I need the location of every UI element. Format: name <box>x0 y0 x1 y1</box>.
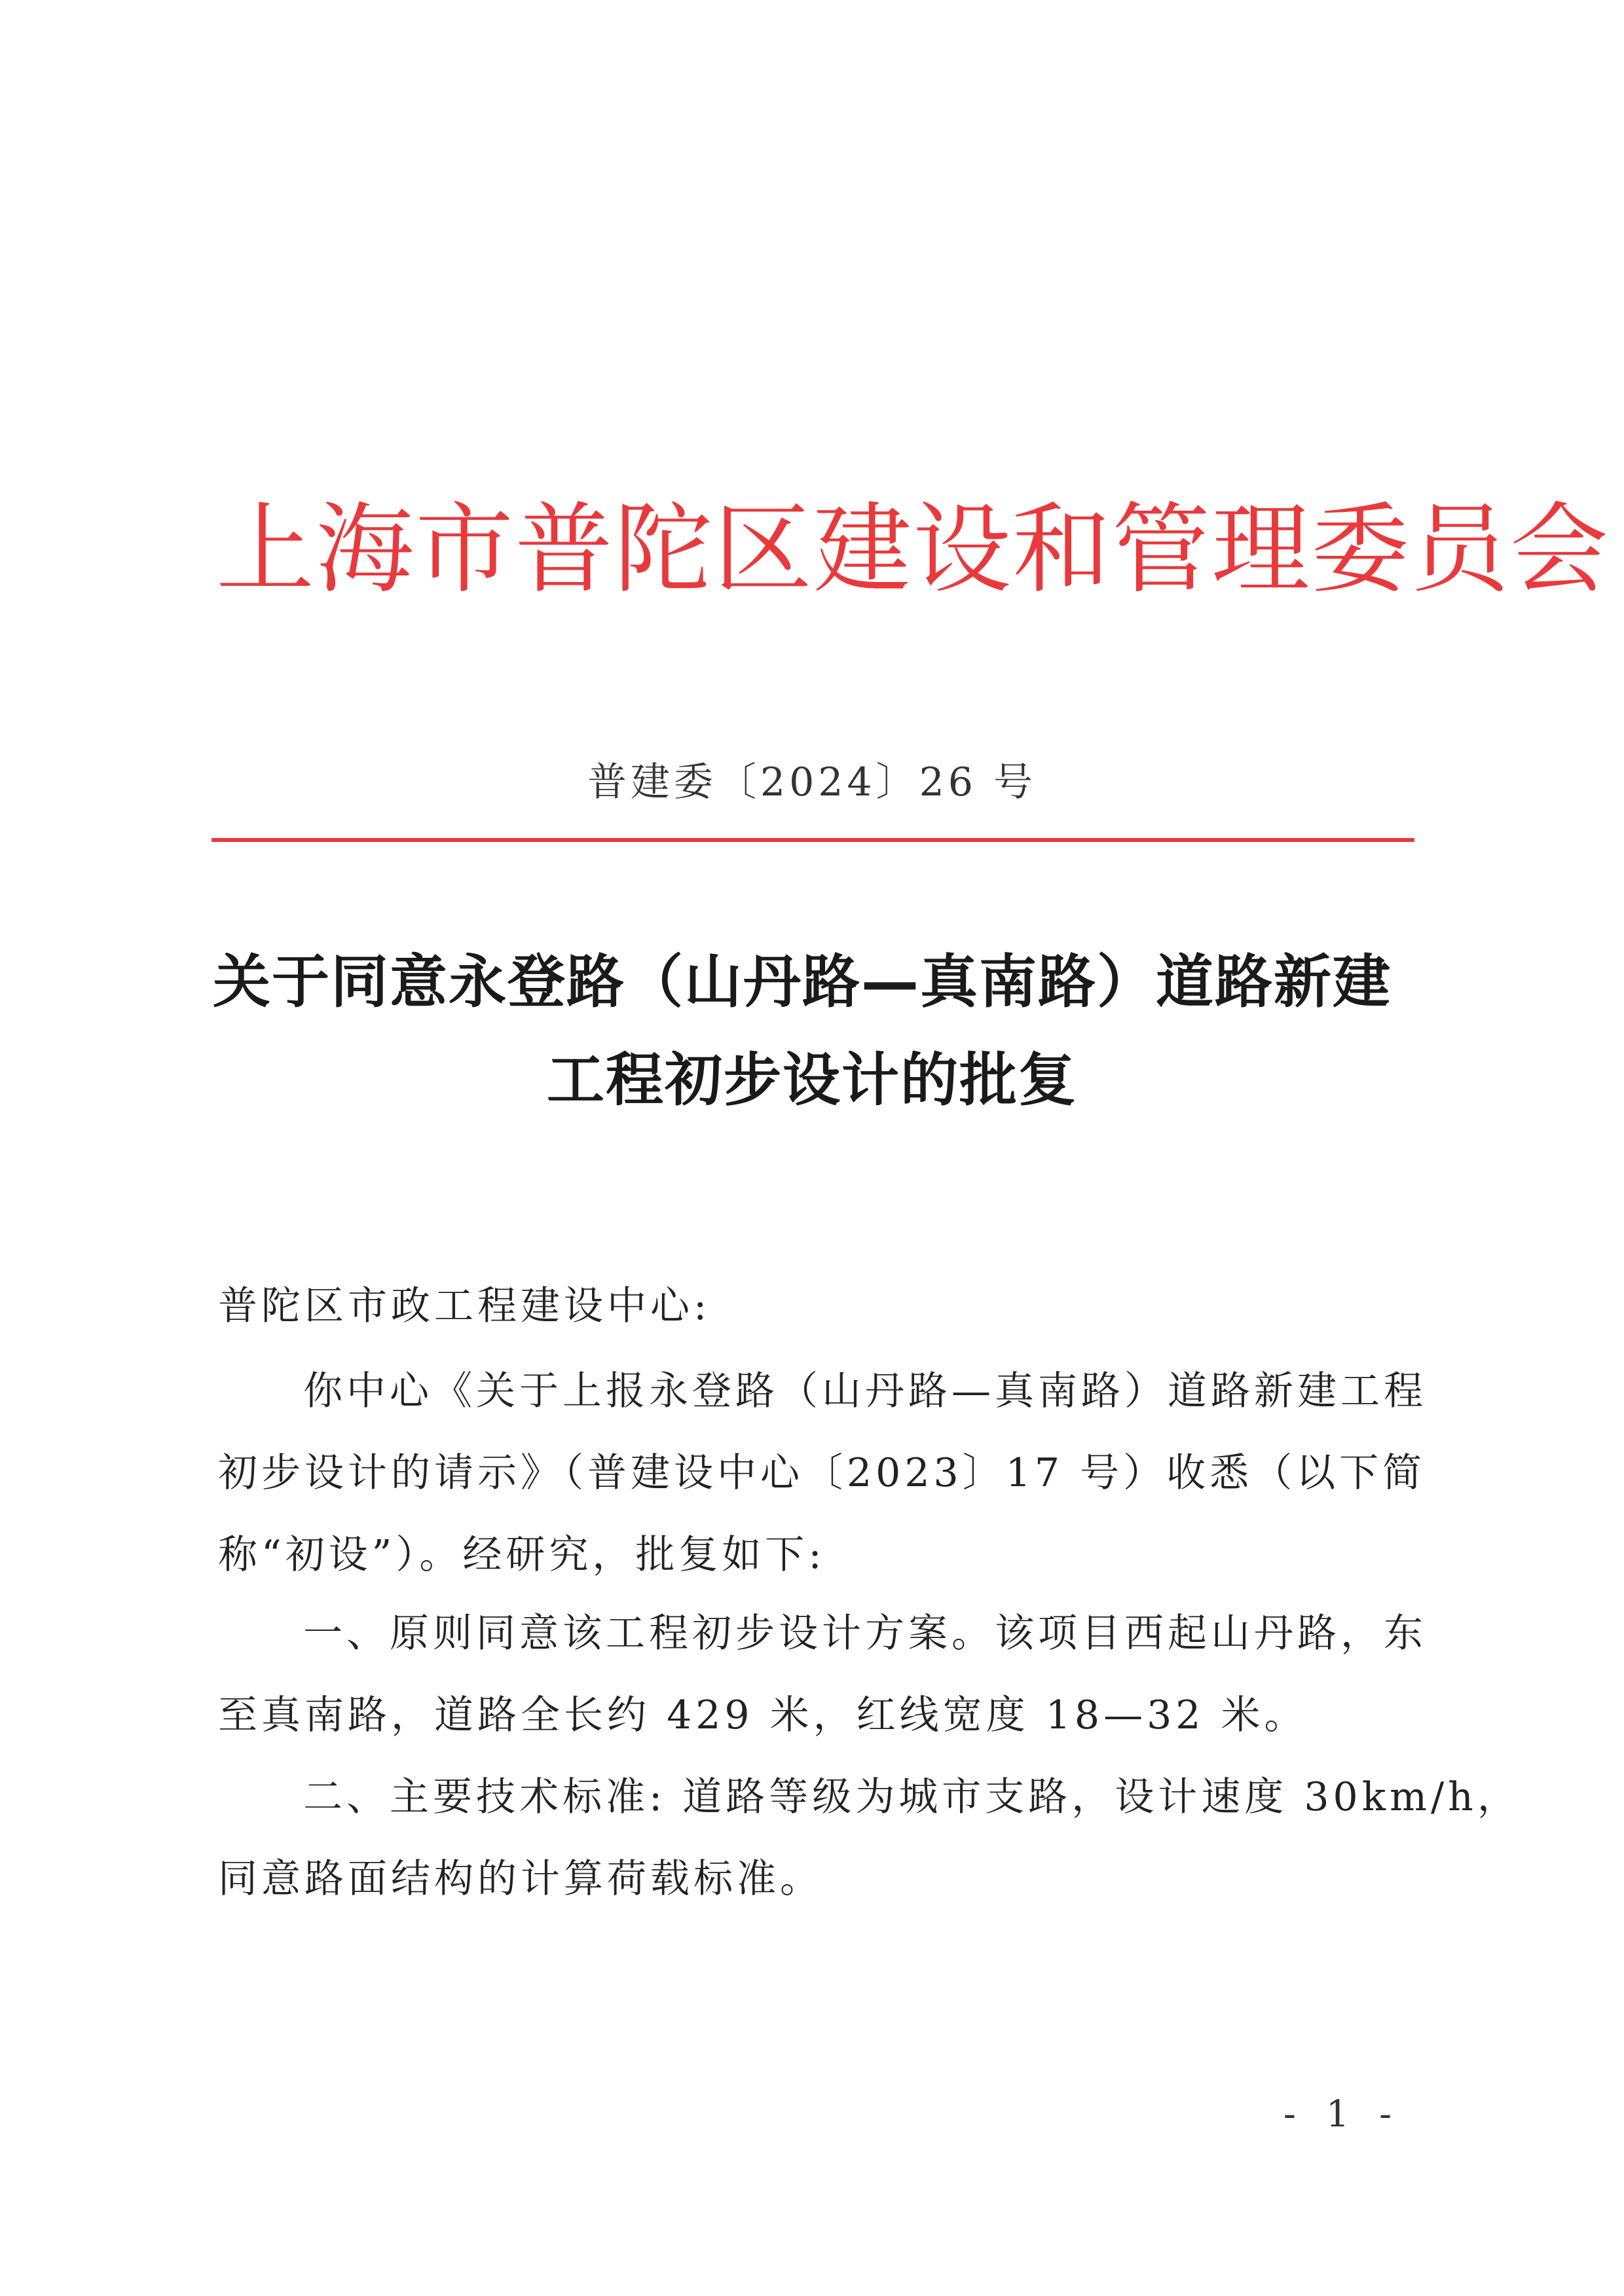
paragraph-1-line-2: 初步设计的请示》（普建设中心〔2023〕17 号）收悉（以下简 <box>218 1450 1426 1496</box>
paragraph-1-line-3: 称“初设”）。经研究，批复如下: <box>218 1532 826 1578</box>
document-number: 普建委〔2024〕26 号 <box>587 759 1037 805</box>
red-divider-line <box>212 838 1414 842</box>
document-title-line-1: 关于同意永登路（山丹路—真南路）道路新建 <box>213 948 1392 1015</box>
paragraph-3-line-2: 同意路面结构的计算荷载标准。 <box>218 1856 823 1902</box>
paragraph-1-line-1: 你中心《关于上报永登路（山丹路—真南路）道路新建工程 <box>303 1368 1427 1414</box>
page-number: - 1 - <box>1283 2093 1401 2136</box>
paragraph-2-line-1: 一、原则同意该工程初步设计方案。该项目西起山丹路，东 <box>303 1611 1427 1656</box>
paragraph-2-line-2: 至真南路，道路全长约 429 米，红线宽度 18—32 米。 <box>218 1692 1308 1738</box>
paragraph-3-line-1: 二、主要技术标准: 道路等级为城市支路，设计速度 30km/h， <box>303 1774 1521 1820</box>
addressee: 普陀区市政工程建设中心: <box>218 1283 711 1329</box>
document-title-line-2: 工程初步设计的批复 <box>546 1046 1077 1114</box>
issuing-organization-header: 上海市普陀区建设和管理委员会 <box>216 493 1610 607</box>
